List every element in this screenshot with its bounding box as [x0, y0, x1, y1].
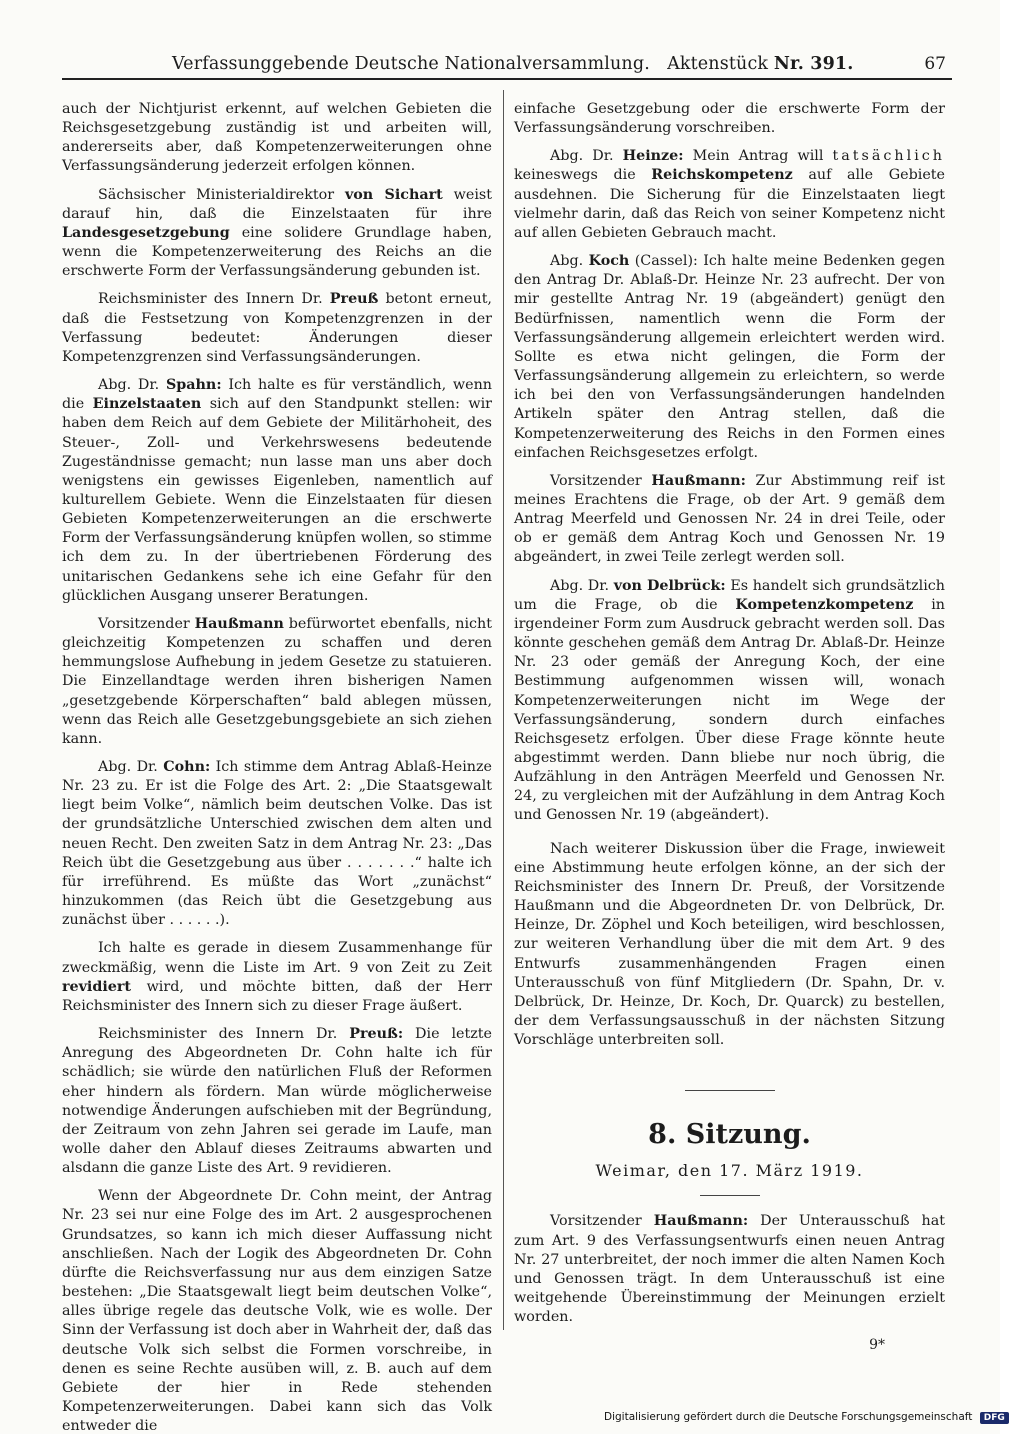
paragraph: einfache Gesetzgebung oder die erschwerte Form der Verfassungsänderung vorschreiben.: [514, 101, 945, 137]
text-run: wird, und möchte bitten, daß der Herr Reichsminister des Innern sich zu dieser Frage äußert.: [62, 978, 492, 1014]
text-run: (Cassel): Ich halte meine Bedenken gegen den Antrag Dr. Ablaß-Dr. Heinze Nr. 23 aufrecht. Der von mir gestellte Antrag Nr. 19 (abgeändert) genügt den Bedürfnissen, namentlich wenn die Form der Verfassungsänderung allgemein erleichtert werden wird. Sollte es etwa nicht gelingen, die Form der Verfassungsänderung allgemein zu erleichtern, so werde ich bei den von Verfassungsänderungen handelnden Artikeln später den Antrag stellen, daß die Kompetenzerweiterung des Reichs in den Formen eines einfachen Reichsgesetzes erfolgt.: [514, 253, 945, 461]
speaker-name: Koch: [588, 253, 630, 270]
text-run: Ich halte es für verständlich, wenn die: [62, 377, 492, 413]
text-run: Abg. Dr.: [98, 377, 166, 394]
dfg-logo-icon: DFG: [980, 1412, 1009, 1424]
emphasis: revidiert: [62, 978, 132, 995]
text-run: Es handelt sich grundsätzlich um die Frage, ob die: [514, 577, 946, 613]
speaker-name: von Sichart: [344, 186, 443, 203]
paragraph: [514, 1212, 945, 1327]
left-column: [62, 100, 492, 1445]
section-divider: [685, 1090, 775, 1091]
text-run: Ich stimme dem Antrag Ablaß-Heinze Nr. 23 zu. Er ist die Folge des Art. 2: „Die Staatsgewalt liegt beim Volke“, nämlich beim deutschen Volke. Das ist der grundsätzliche Unterschied zwischen dem alten und neuen Recht. Den zweiten Satz in dem Antrag Nr. 23: „Das Reich übt die Gesetzgebung aus über . . . . . . .“ halte ich für irreführend. Es müßte das Wort „zunächst“ hinzukommen (das Reich übt die Gesetzgebung aus zunächst über . . . . . .).: [62, 759, 492, 929]
header-rule: [62, 78, 952, 80]
text-run: Abg. Dr.: [550, 148, 623, 165]
header-title: [172, 54, 854, 74]
header-doc-label: Aktenstück: [667, 54, 769, 74]
paragraph: Wenn der Abgeordnete Dr. Cohn meint, der Antrag Nr. 23 sei nur eine Folge des im Art. 2 ausgesprochenen Grundsatzes, so kann ich mich dieser Auffassung nicht anschließen. Nach der Logik des Abgeordneten Dr. Cohn dürfte die Reichsverfassung nur aus dem einzigen Satze bestehen: „Die Staatsgewalt liegt beim deutschen Volke“, alles übrige regele das deutsche Volk, wie es wolle. Der Sinn der Verfassung ist doch aber in Wahrheit der, daß das deutsche Volk sich selbst die Formen vorschreibe, in denen es seine Rechte ausüben will, z. B. auch auf dem Gebiete der hier in Rede stehenden Kompetenzerweiterungen. Dabei kann sich das Volk entweder die: [62, 1188, 492, 1435]
text-run: Abg. Dr.: [98, 759, 164, 775]
speaker-name: Preuß:: [349, 1026, 404, 1043]
signature-mark: 9*: [869, 1337, 885, 1354]
paragraph: [62, 758, 492, 930]
emphasis: Kompetenzkompetenz: [735, 596, 914, 613]
speaker-name: Haußmann: [194, 615, 284, 632]
speaker-name: Spahn:: [165, 377, 222, 394]
text-run: auf alle Gebiete ausdehnen. Die Sicherung für die Einzelstaaten liegt vielmehr darin, daß das Reich von seiner Kompetenz nicht auf allen Gebieten Gebrauch macht.: [514, 167, 945, 241]
text-run: Reichsminister des Innern Dr.: [98, 1026, 350, 1043]
emphasis: Reichskompetenz: [651, 167, 793, 184]
text-run: Abg.: [550, 253, 589, 270]
paragraph: Nach weiterer Diskussion über die Frage, inwieweit eine Abstimmung heute erfolgen könne, an der sich der Reichsminister des Innern Dr. Preuß, der Vorsitzende Haußmann und die Abgeordneten Dr. von Delbrück, Dr. Heinze, Dr. Zöphel und Koch beteiligen, wird beschlossen, zur weiteren Verhandlung über die mit dem Art. 9 des Entwurfs zusammenhängenden Fragen einen Unterausschuß von fünf Mitgliedern (Dr. Spahn, Dr. v. Delbrück, Dr. Heinze, Dr. Koch, Dr. Quarck) zu bestellen, der dem Verfassungsausschuß in der nächsten Sitzung Vorschläge unterbreiten soll.: [514, 840, 945, 1049]
header-doc-number: Nr. 391.: [773, 54, 854, 74]
column-divider: [503, 90, 504, 1330]
text-run: Vorsitzender: [98, 615, 195, 632]
speaker-name: Haußmann:: [653, 1213, 749, 1230]
paragraph: [514, 252, 945, 463]
paragraph: [514, 147, 945, 243]
paragraph: [514, 577, 945, 826]
text-run: Zur Abstimmung reif ist meines Erachtens die Frage, ob der Art. 9 gemäß dem Antrag Meerfeld und Genossen Nr. 24 in drei Teile, oder ob er gemäß dem Antrag Koch und Genossen Nr. 19 abgeändert, in zwei Teile zerlegt werden soll.: [514, 472, 945, 566]
speaker-name: Heinze:: [622, 148, 684, 165]
text-run: Die letzte Anregung des Abgeordneten Dr. Cohn halte ich für schädlich; sie würde den natürlichen Fluß der Reformen eher hindern als fördern. Man würde möglicherweise notwendige Änderungen aufschieben mit der Begründung, der Zeitraum von zehn Jahren sei gerade im Laufe, man wolle daher den Ablauf dieses Zeitraums abwarten und alsdann die ganze Liste des Art. 9 revidieren.: [62, 1026, 492, 1177]
section-divider: [700, 1195, 760, 1196]
paragraph: auch der Nichtjurist erkennt, auf welchen Gebieten die Reichsgesetzgebung zuständig ist und arbeiten will, andererseits aber, daß Kompetenzerweiterungen ohne Verfassungsänderung jederzeit erfolgen können.: [62, 101, 492, 175]
header-assembly-name: Verfassunggebende Deutsche Nationalversammlung.: [172, 54, 650, 74]
section-title: 8. Sitzung.: [648, 1119, 811, 1151]
text-run: betont erneut, daß die Festsetzung von Kompetenzgrenzen in der Verfassung bedeutet: Änderungen dieser Kompetenzgrenzen sind Verfassungsänderungen.: [62, 291, 492, 365]
text-run: Vorsitzender: [550, 1213, 654, 1230]
text-run: Ich halte es gerade in diesem Zusammenhange für zweckmäßig, wenn die Liste im Art. 9 von Zeit zu Zeit: [62, 940, 492, 976]
text-run: Abg. Dr.: [550, 577, 614, 594]
speaker-name: Cohn:: [163, 759, 211, 775]
page-number: 67: [924, 54, 946, 74]
spaced-emphasis: tatsächlich: [832, 148, 945, 165]
text-run: weist darauf hin, daß die Einzelstaaten für ihre: [62, 186, 492, 222]
text-run: eine solidere Grundlage haben, wenn die Kompetenzerweiterung des Reichs an die erschwerte Form der Verfassungsänderung gebunden ist.: [62, 224, 492, 280]
paragraph: [514, 472, 945, 568]
text-run: Vorsitzender: [550, 472, 652, 489]
text-run: sich auf den Standpunkt stellen: wir haben dem Reich auf dem Gebiete der Militärhoheit, des Steuer-, Zoll- und Verkehrswesens bedeutende Zugeständnisse gemacht; nun lasse man uns aber doch wenigstens ein gewisses Eigenleben, namentlich auf kulturellem Gebiete. Wenn die Einzelstaaten für diesen Gebieten Kompetenzerweiterungen an die erschwerte Form der Verfassungsänderung knüpfen wollen, so stimme ich dem zu. In der übertriebenen Förderung des unitarischen Gedankens sehe ich eine Gefahr für den glücklichen Ausgang unserer Beratungen.: [62, 396, 492, 604]
credit-text: Digitalisierung gefördert durch die Deutsche Forschungsgemeinschaft: [604, 1411, 973, 1423]
paragraph: [62, 376, 492, 606]
text-run: Mein Antrag will: [683, 148, 833, 165]
emphasis: Einzelstaaten: [92, 396, 202, 413]
text-run: befürwortet ebenfalls, nicht gleichzeitig Kompetenzen zu schaffen und deren hemmungslose Aufhebung in jedem Gesetze zu statuieren. Die Einzellandtage werden ihren bisherigen Namen „gesetzgebende Körperschaften“ bald ablegen müssen, wenn das Reich alle Gesetzgebungsgebiete an sich ziehen kann.: [62, 615, 492, 747]
speaker-name: Preuß: [329, 291, 379, 308]
text-run: Reichsminister des Innern Dr.: [98, 291, 330, 308]
speaker-name: Haußmann:: [651, 472, 746, 489]
speaker-name: von Delbrück:: [613, 577, 726, 594]
digitization-credit: [604, 1411, 1009, 1424]
paragraph: [62, 939, 492, 1016]
text-run: Der Unterausschuß hat zum Art. 9 des Verfassungsentwurfs einen neuen Antrag Nr. 27 unterbreitet, der noch immer die alten Namen Koch und Genossen trägt. In dem Unterausschuß ist eine weitgehende Übereinstimmung der Meinungen erzielt worden.: [514, 1213, 945, 1326]
paragraph: [62, 186, 492, 282]
paragraph: [62, 290, 492, 367]
right-column: [514, 100, 945, 1355]
text-run: in irgendeiner Form zum Ausdruck gebracht werden soll. Das könnte geschehen gemäß dem Antrag Dr. Ablaß-Dr. Heinze Nr. 23 oder gemäß der Anregung Koch, der eine Bestimmung aufgenommen wissen will, wonach Kompetenzerweiterungen nicht im Wege der Verfassungsänderung, sondern durch einfaches Reichsgesetz erfolgen. Über diese Frage könnte heute abgestimmt werden. Dann bliebe nur noch übrig, die Aufzählung in den Anträgen Meerfeld und Genossen Nr. 24, zu vergleichen mit der Aufzählung in dem Antrag Koch und Genossen Nr. 19 (abgeändert).: [514, 596, 945, 824]
text-run: keineswegs die: [514, 167, 652, 184]
emphasis: Landesgesetzgebung: [62, 224, 230, 241]
section-date: Weimar, den 17. März 1919.: [595, 1161, 864, 1181]
page-header: [62, 54, 952, 80]
text-run: Sächsischer Ministerialdirektor: [98, 186, 345, 203]
paragraph: [62, 1025, 492, 1178]
paragraph: [62, 615, 492, 749]
